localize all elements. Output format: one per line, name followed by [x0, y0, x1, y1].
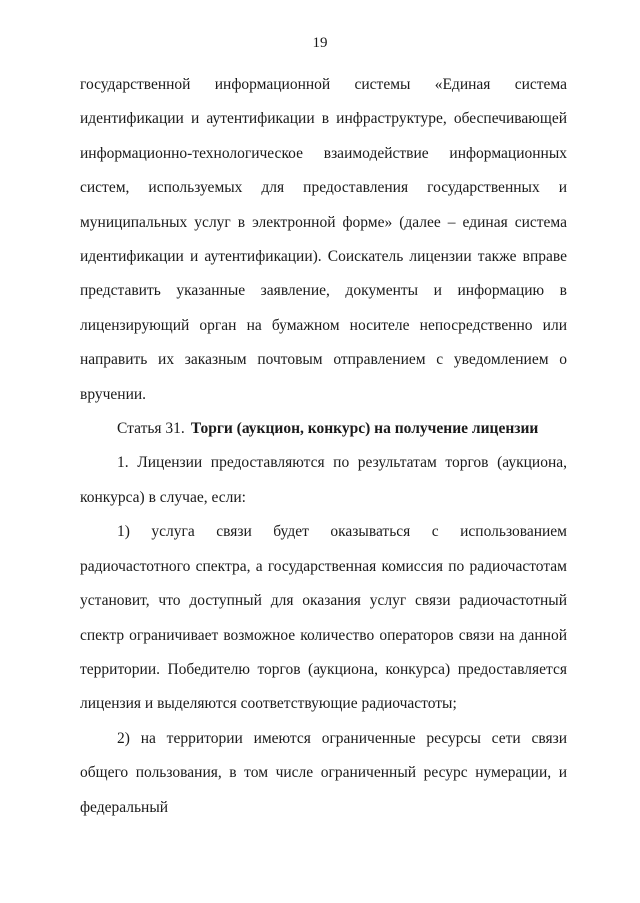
article-heading	[80, 412, 567, 446]
article-title: Торги (аукцион, конкурс) на получение лицензии	[190, 420, 539, 438]
list-item-2: 2) на территории имеются ограниченные ресурсы сети связи общего пользования, в том числе ограниченный ресурс нумерации, и федеральный	[80, 729, 567, 816]
article-label: Статья 31.	[117, 420, 185, 438]
list-item-1: 1) услуга связи будет оказываться с использованием радиочастотного спектра, а государственная комиссия по радиочастотам установит, что доступный для оказания услуг связи радиочастотный спектр ограничивает возможное количество операторов связи на данной территории. Победителю торгов (аукциона, конкурса) предоставляется лицензия и выделяются соответствующие радиочастоты;	[80, 523, 567, 713]
paragraph-continued: государственной информационной системы «Единая система идентификации и аутентификации в инфраструктуре, обеспечивающей информационно-технологическое взаимодействие информационных систем, используемых для предоставления государственных и муниципальных услуг в электронной форме» (далее – единая система идентификации и аутентификации). Соискатель лицензии также вправе представить указанные заявление, документы и информацию в лицензирующий орган на бумажном носителе непосредственно или направить их заказным почтовым отправлением с уведомлением о вручении.	[80, 76, 567, 403]
document-body	[80, 68, 567, 825]
clause-1: 1. Лицензии предоставляются по результатам торгов (аукциона, конкурса) в случае, если:	[80, 454, 567, 506]
page-number: 19	[312, 35, 328, 51]
